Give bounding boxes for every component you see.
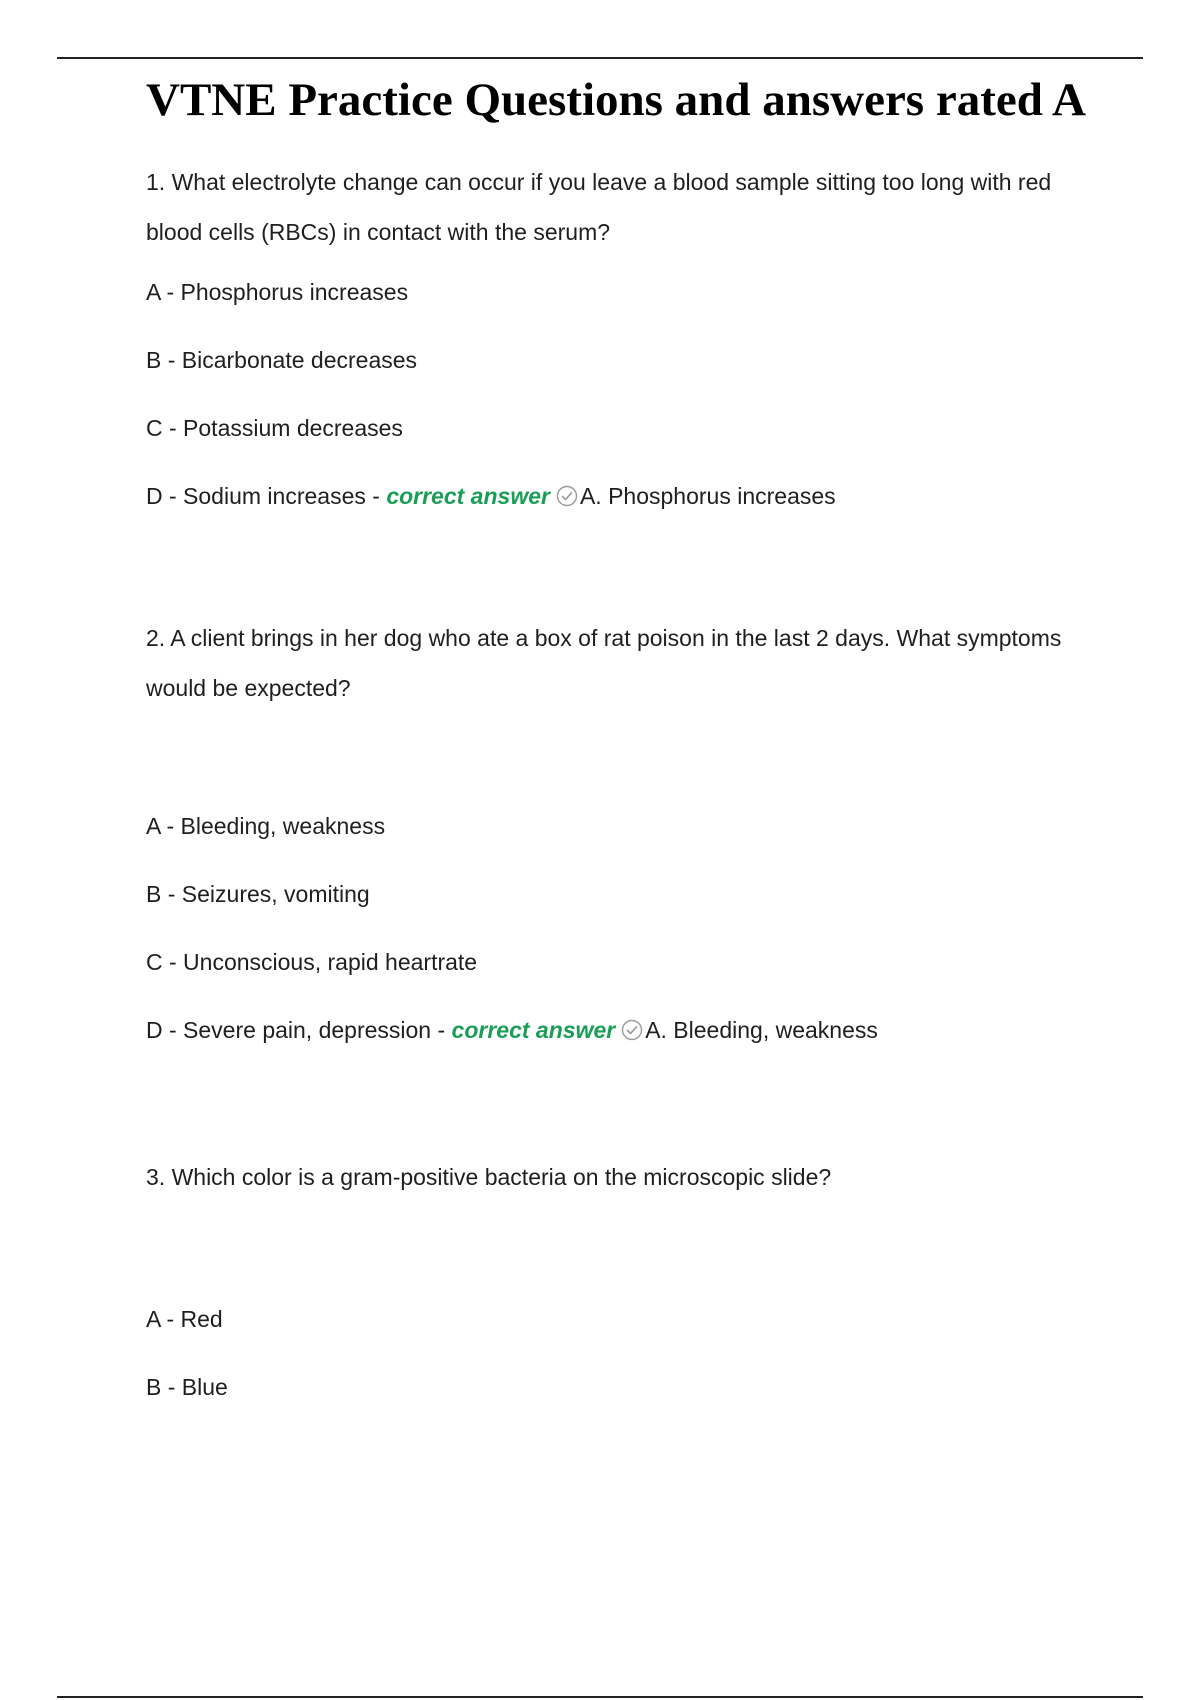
question-1-correct-label: correct answer [386, 483, 550, 509]
question-1-option-b: B - Bicarbonate decreases [146, 347, 418, 373]
question-3-option-b: B - Blue [146, 1374, 228, 1400]
question-3-option-a: A - Red [146, 1306, 223, 1332]
question-2-correct-value: A. Bleeding, weakness [645, 1017, 878, 1043]
top-rule [57, 57, 1143, 59]
question-3-text: 3. Which color is a gram-positive bacteria on the microscopic slide? [146, 1164, 832, 1190]
question-2-option-c: C - Unconscious, rapid heartrate [146, 949, 478, 975]
question-2-correct-label: correct answer [451, 1017, 616, 1043]
question-2-option-b: B - Seizures, vomiting [146, 881, 370, 907]
question-2-text: 2. A client brings in her dog who ate a box of rat poison in the last 2 days. What symptoms would be expected? [146, 625, 1062, 701]
document-title: VTNE Practice Questions and answers rated A [146, 74, 1086, 126]
question-1-option-d: D - Sodium increases - [146, 483, 387, 509]
question-1-option-d-line [146, 479, 1086, 513]
question-2-option-d: D - Severe pain, depression - [146, 1017, 452, 1043]
question-1-option-c: C - Potassium decreases [146, 415, 403, 441]
question-1-option-a: A - Phosphorus increases [146, 279, 409, 305]
question-2-option-a: A - Bleeding, weakness [146, 813, 386, 839]
document-body [146, 72, 1086, 1404]
question-1-text: 1. What electrolyte change can occur if you leave a blood sample sitting too long with red blood cells (RBCs) in contact with the serum? [146, 169, 1052, 245]
bottom-rule [57, 1696, 1143, 1698]
check-circle-icon [621, 1019, 643, 1041]
question-2-option-d-line [146, 1013, 1086, 1047]
question-1-correct-value: A. Phosphorus increases [579, 483, 836, 509]
check-circle-icon [556, 485, 578, 507]
